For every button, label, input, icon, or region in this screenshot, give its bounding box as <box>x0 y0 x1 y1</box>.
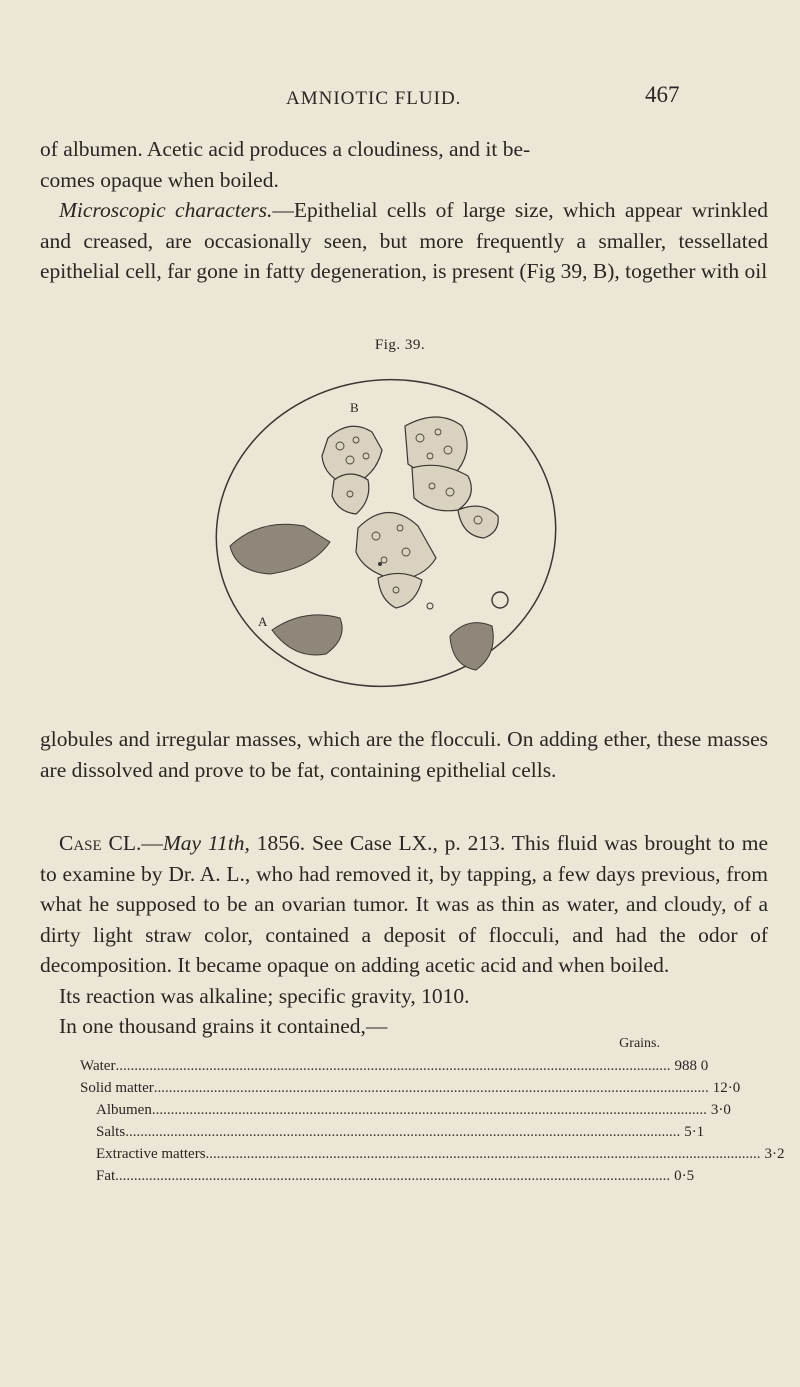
microscope-field-illustration <box>200 368 560 698</box>
section-heading: Microscopic characters. <box>59 198 273 222</box>
fatty-mass <box>450 623 493 670</box>
unit-header: Grains. <box>619 1036 660 1051</box>
table-row: Fat .................................................................................................................................................... 0·5 <box>80 1168 660 1188</box>
figure-caption: Fig. 39. <box>374 337 426 353</box>
row-label: Water <box>80 1058 116 1074</box>
paragraph-text: —Epithelial cells of large size, which appear wrinkled and creased, are occasionally seen, but more frequently a smaller, tessellated epithelial cell, far gone in fatty degeneration, is present (Fig 39, B), together with oil <box>40 198 768 283</box>
oil-globule <box>492 592 508 608</box>
page-number: 467 <box>645 82 680 107</box>
table-row: Extractive matters .................................................................................................................................................... 3·2 <box>80 1146 660 1166</box>
table-row: Solid matter .................................................................................................................................................... 12·0 <box>80 1080 660 1100</box>
epithelial-cell <box>458 506 498 538</box>
case-text: Case CL.—May 11th, 1856. See Case LX., p. 213. This fluid was brought to me to examine by Dr. A. L., who had removed it, by tapping, a few days previous, from what he supposed to be an ovarian tumor. It was as thin as water, and cloudy, of a dirty light straw color, contained a deposit of flocculi, and had the odor of decomposition. It became opaque on adding acetic acid and when boiled. <box>40 831 768 977</box>
row-value: 3·2 <box>764 1146 785 1162</box>
case-paragraph <box>40 828 768 1042</box>
reaction-line: Its reaction was alkaline; specific gravity, 1010. <box>59 983 470 1008</box>
epithelial-cell <box>356 512 436 580</box>
figure-label-b: B <box>350 400 359 415</box>
paragraph-line: of albumen. Acetic acid produces a cloudiness, and it be- <box>40 137 531 161</box>
row-value: 0·5 <box>674 1168 695 1184</box>
row-value: 5·1 <box>684 1124 705 1140</box>
paragraph-line: comes opaque when boiled. <box>40 167 279 192</box>
paragraph-globules: globules and irregular masses, which are the flocculi. On adding ether, these masses are dissolved and prove to be fat, containing epithelial cells. <box>40 727 768 782</box>
case-label: Case CL. <box>59 831 142 855</box>
epithelial-cell <box>378 573 422 608</box>
row-value: 988 0 <box>674 1058 709 1074</box>
fatty-mass <box>230 524 330 574</box>
figure-label-a: A <box>258 614 268 629</box>
table-row: Albumen .................................................................................................................................................... 3·0 <box>80 1102 660 1122</box>
composition-intro: In one thousand grains it contained,— <box>59 1014 388 1038</box>
row-value: 12·0 <box>712 1080 741 1096</box>
row-label: Extractive matters <box>96 1146 206 1162</box>
running-title: AMNIOTIC FLUID. <box>286 88 462 109</box>
row-label: Albumen <box>96 1102 152 1118</box>
epithelial-cell <box>412 465 471 510</box>
table-row: Water .................................................................................................................................................... 988 0 <box>80 1058 660 1078</box>
row-label: Solid matter <box>80 1080 154 1096</box>
paragraph-albumen <box>40 134 768 287</box>
row-value: 3·0 <box>710 1102 731 1118</box>
row-label: Salts <box>96 1124 126 1140</box>
epithelial-cell <box>332 474 369 514</box>
row-label: Fat <box>96 1168 116 1184</box>
oil-globule <box>427 603 433 609</box>
case-body: 1856. See Case LX., p. 213. This fluid was brought to me to examine by Dr. A. L., who had removed it, by tapping, a few days previous, from what he supposed to be an ovarian tumor. It was as thin as water, and cloudy, of a dirty light straw color, contained a deposit of flocculi, and had the odor of decomposition. It became opaque on adding acetic acid and when boiled. <box>40 831 768 977</box>
running-head <box>0 82 800 118</box>
table-row: Salts .................................................................................................................................................... 5·1 <box>80 1124 660 1144</box>
fatty-mass <box>272 615 342 655</box>
microscopic-characters-paragraph <box>40 195 768 287</box>
oil-globule <box>378 562 382 566</box>
case-date: May 11th, <box>162 831 250 855</box>
